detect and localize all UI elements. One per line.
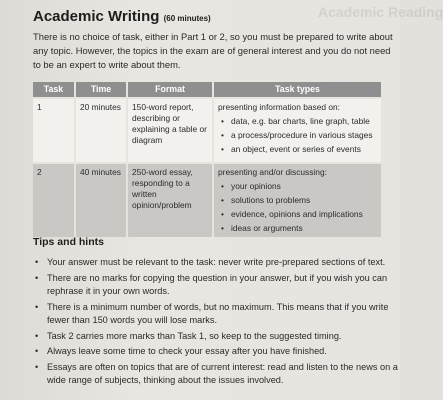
tips-list bbox=[33, 256, 407, 390]
task-format: 150-word report, describing or explaining a table or diagram bbox=[127, 99, 213, 162]
list-item: • evidence, opinions and implications bbox=[231, 209, 377, 220]
list-item: • your opinions bbox=[231, 181, 377, 192]
table-row bbox=[33, 99, 381, 162]
task-types-list bbox=[218, 116, 377, 155]
tip-item: • Task 2 carries more marks than Task 1, so keep to the suggested timing. bbox=[47, 330, 407, 344]
list-item: • solutions to problems bbox=[231, 195, 377, 206]
list-item: • an object, event or series of events bbox=[231, 144, 377, 155]
show-through-heading: Academic Reading bbox=[318, 4, 443, 20]
tips-heading: Tips and hints bbox=[33, 236, 104, 248]
tip-item: • There is a minimum number of words, but no maximum. This means that if you write fewer than 150 words you will lose marks. bbox=[47, 301, 407, 328]
header-time: Time bbox=[75, 82, 127, 97]
task-types-list bbox=[218, 181, 377, 234]
task-time: 20 minutes bbox=[75, 99, 127, 162]
tip-item: • Essays are often on topics that are of current interest: read and listen to the news on a wide range of subjects, thinking about the issues involved. bbox=[47, 361, 407, 388]
table-header-row bbox=[33, 82, 381, 97]
tip-item: • Your answer must be relevant to the task: never write pre-prepared sections of text. bbox=[47, 256, 407, 270]
list-item: • data, e.g. bar charts, line graph, table bbox=[231, 116, 377, 127]
task-number: 2 bbox=[33, 164, 75, 237]
task-format: 250-word essay, responding to a written opinion/problem bbox=[127, 164, 213, 237]
task-table bbox=[33, 82, 381, 237]
list-item: • a process/procedure in various stages bbox=[231, 130, 377, 141]
tip-item: • Always leave some time to check your essay after you have finished. bbox=[47, 345, 407, 359]
task-types-intro: presenting information based on: bbox=[218, 102, 340, 112]
task-types-cell bbox=[213, 164, 381, 237]
header-task-types: Task types bbox=[213, 82, 381, 97]
task-number: 1 bbox=[33, 99, 75, 162]
page-title bbox=[33, 8, 211, 25]
header-format: Format bbox=[127, 82, 213, 97]
table-row bbox=[33, 164, 381, 237]
task-types-cell bbox=[213, 99, 381, 162]
list-item: • ideas or arguments bbox=[231, 223, 377, 234]
task-time: 40 minutes bbox=[75, 164, 127, 237]
intro-paragraph: There is no choice of task, either in Part 1 or 2, so you must be prepared to write about any topic. However, the topics in the exam are of general interest and you do not need to be an expert to write about them. bbox=[33, 31, 393, 70]
title-text: Academic Writing bbox=[33, 8, 160, 25]
tip-item: • There are no marks for copying the question in your answer, but if you wish you can rephrase it in your own words. bbox=[47, 272, 407, 299]
title-duration: (60 minutes) bbox=[163, 14, 211, 23]
task-types-intro: presenting and/or discussing: bbox=[218, 167, 327, 177]
header-task: Task bbox=[33, 82, 75, 97]
